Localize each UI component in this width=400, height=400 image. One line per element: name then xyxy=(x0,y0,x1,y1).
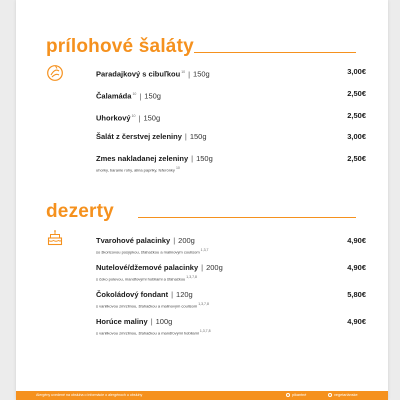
item-price: 4,90€ xyxy=(347,317,366,326)
menu-item: Uhorkový$^{10}$ | 150g 2,50€ xyxy=(96,111,366,123)
item-name: Čokoládový fondant xyxy=(96,290,169,299)
item-price: 3,00€ xyxy=(347,67,366,76)
allergen-code: 10 xyxy=(132,92,137,96)
item-weight: 150g xyxy=(193,69,210,79)
item-price: 4,90€ xyxy=(347,263,366,272)
item-description: so škoricovou posýpkou, šľahačkou a malinovým coulisom xyxy=(96,249,200,255)
menu-item: Tvarohové palacinky | 200g so škoricovou posýpkou, šľahačkou a malinovým coulisom$^{1,3,7}$ 4,90€ xyxy=(96,236,366,255)
item-weight: 120g xyxy=(176,290,193,299)
allergen-code: 10 xyxy=(131,114,136,118)
item-price: 2,50€ xyxy=(347,111,366,120)
item-weight: 150g xyxy=(144,91,161,101)
item-weight: 150g xyxy=(189,132,207,141)
menu-item: Šalát z čerstvej zeleniny | 150g 3,00€ xyxy=(96,132,366,141)
section-title-desserts: dezerty xyxy=(46,201,114,222)
allergen-code: 10 xyxy=(175,166,180,170)
legend-spicy xyxy=(286,393,306,397)
allergen-code: 1,3,7,8 xyxy=(186,275,197,279)
menu-item: Zmes nakladanej zeleniny | 150g uhorky, baranie rohy, alina papriky, feferónky$^{10}$ 2,50€ xyxy=(96,154,366,173)
footer-bar xyxy=(16,391,388,400)
item-name: Uhorkový xyxy=(96,113,131,123)
item-weight: 200g xyxy=(206,263,223,272)
cake-icon xyxy=(46,229,64,252)
item-weight: 150g xyxy=(143,113,161,123)
allergen-code: 10 xyxy=(181,70,186,74)
item-description: s čoko polevou, mandľovými hobliami a šľahačkou xyxy=(96,276,186,282)
item-price: 4,90€ xyxy=(347,236,366,245)
section-title-salads: prílohové šaláty xyxy=(46,36,194,57)
legend-label: vegetariánske xyxy=(334,393,358,397)
item-name: Zmes nakladanej zeleniny xyxy=(96,154,189,163)
menu-item: Čokoládový fondant | 120g s vanilkovou zmrzlinou, šľahačkou a malinovým coulisom$^{1,3,7,8}$ 5,80€ xyxy=(96,290,366,309)
item-price: 2,50€ xyxy=(347,154,366,163)
allergen-code: 1,3,7 xyxy=(200,248,209,252)
item-price: 5,80€ xyxy=(347,290,366,299)
item-weight: 150g xyxy=(196,154,213,163)
salad-bowl-icon xyxy=(46,64,64,87)
item-price: 2,50€ xyxy=(347,89,366,98)
section-divider xyxy=(194,52,356,53)
menu-item: Paradajkový s cibuľkou$^{10}$ | 150g 3,00€ xyxy=(96,67,366,79)
allergen-code: 1,3,7,8 xyxy=(198,302,209,306)
chili-pepper-icon xyxy=(286,393,290,397)
allergen-note: Alergény uvedené na obsluha o informácie o alergénoch u obsluhy xyxy=(36,393,143,397)
allergen-code: 1,3,7,8 xyxy=(199,329,211,333)
menu-item: Nutelové/džemové palacinky | 200g s čoko polevou, mandľovými hobliami a šľahačkou$^{1,3,7,8}$ 4,90€ xyxy=(96,263,366,282)
item-description: s vanilkovou zmrzlinou, šľahačkou a mandľovými hobliami xyxy=(96,330,199,336)
item-name: Čalamáda xyxy=(96,91,132,101)
leaf-icon xyxy=(328,393,332,397)
item-price: 3,00€ xyxy=(347,132,366,141)
item-weight: 100g xyxy=(155,317,173,326)
legend-vegetarian xyxy=(328,393,358,397)
menu-page xyxy=(16,0,388,400)
item-description: s vanilkovou zmrzlinou, šľahačkou a malinovým coulisom xyxy=(96,303,198,309)
menu-item: Horúce maliny | 100g s vanilkovou zmrzlinou, šľahačkou a mandľovými hobliami$^{1,3,7,8}$ 4,90€ xyxy=(96,317,366,336)
item-name: Horúce maliny xyxy=(96,317,148,326)
item-name: Tvarohové palacinky xyxy=(96,236,171,245)
item-name: Paradajkový s cibuľkou xyxy=(96,69,181,79)
item-weight: 200g xyxy=(178,236,195,245)
legend-label: pikantné xyxy=(292,393,307,397)
menu-item: Čalamáda$^{10}$ | 150g 2,50€ xyxy=(96,89,366,101)
item-name: Nutelové/džemové palacinky xyxy=(96,263,199,272)
item-description: uhorky, baranie rohy, alina papriky, feferónky xyxy=(96,167,175,173)
item-name: Šalát z čerstvej zeleniny xyxy=(96,132,182,141)
section-divider xyxy=(138,217,356,218)
